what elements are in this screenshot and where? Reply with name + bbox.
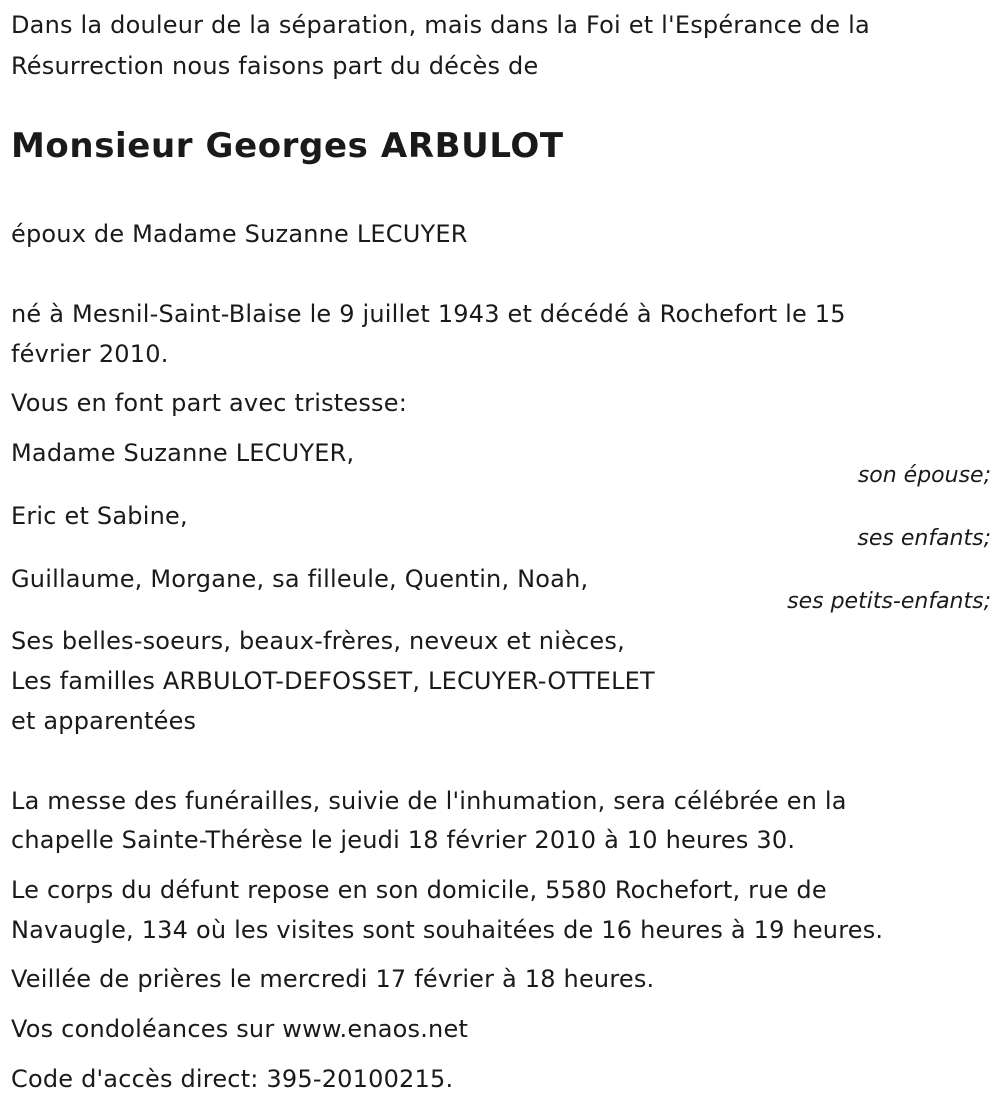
vigil-line: Veillée de prières le mercredi 17 février à 18 heures. bbox=[11, 965, 655, 993]
condolences-line bbox=[11, 1009, 468, 1049]
visitation-line-2: Navaugle, 134 où les visites sont souhaitées de 16 heures à 19 heures. bbox=[11, 916, 884, 944]
announce-intro: Vous en font part avec tristesse: bbox=[11, 389, 408, 417]
family-children-names: Eric et Sabine, bbox=[11, 502, 188, 530]
access-code-line: Code d'accès direct: 395-20100215. bbox=[11, 1065, 454, 1093]
deceased-name: Monsieur Georges ARBULOT bbox=[11, 126, 564, 166]
condolences-link[interactable]: www.enaos.net bbox=[282, 1015, 469, 1043]
intro-line-1: Dans la douleur de la séparation, mais dans la Foi et l'Espérance de la bbox=[11, 11, 870, 39]
spouse-line: époux de Madame Suzanne LECUYER bbox=[11, 220, 468, 248]
funeral-line-1: La messe des funérailles, suivie de l'inhumation, sera célébrée en la bbox=[11, 787, 847, 815]
family-spouse-role: son épouse; bbox=[857, 463, 991, 488]
intro-line-2: Résurrection nous faisons part du décès de bbox=[11, 52, 539, 80]
condolences-prefix: Vos condoléances sur bbox=[11, 1015, 283, 1043]
birth-death-line-2: février 2010. bbox=[11, 340, 169, 368]
family-children-role: ses enfants; bbox=[857, 526, 991, 551]
extended-family-line-1: Ses belles-soeurs, beaux-frères, neveux et nièces, bbox=[11, 627, 625, 655]
family-grandchildren-role: ses petits-enfants; bbox=[787, 589, 991, 614]
funeral-line-2: chapelle Sainte-Thérèse le jeudi 18 février 2010 à 10 heures 30. bbox=[11, 826, 796, 854]
birth-death-line-1: né à Mesnil-Saint-Blaise le 9 juillet 1943 et décédé à Rochefort le 15 bbox=[11, 300, 846, 328]
extended-family-line-2: Les familles ARBULOT-DEFOSSET, LECUYER-OTTELET bbox=[11, 667, 655, 695]
visitation-line-1: Le corps du défunt repose en son domicile, 5580 Rochefort, rue de bbox=[11, 876, 827, 904]
family-grandchildren-names: Guillaume, Morgane, sa filleule, Quentin, Noah, bbox=[11, 565, 589, 593]
extended-family-line-3: et apparentées bbox=[11, 707, 197, 735]
family-spouse-names: Madame Suzanne LECUYER, bbox=[11, 439, 355, 467]
